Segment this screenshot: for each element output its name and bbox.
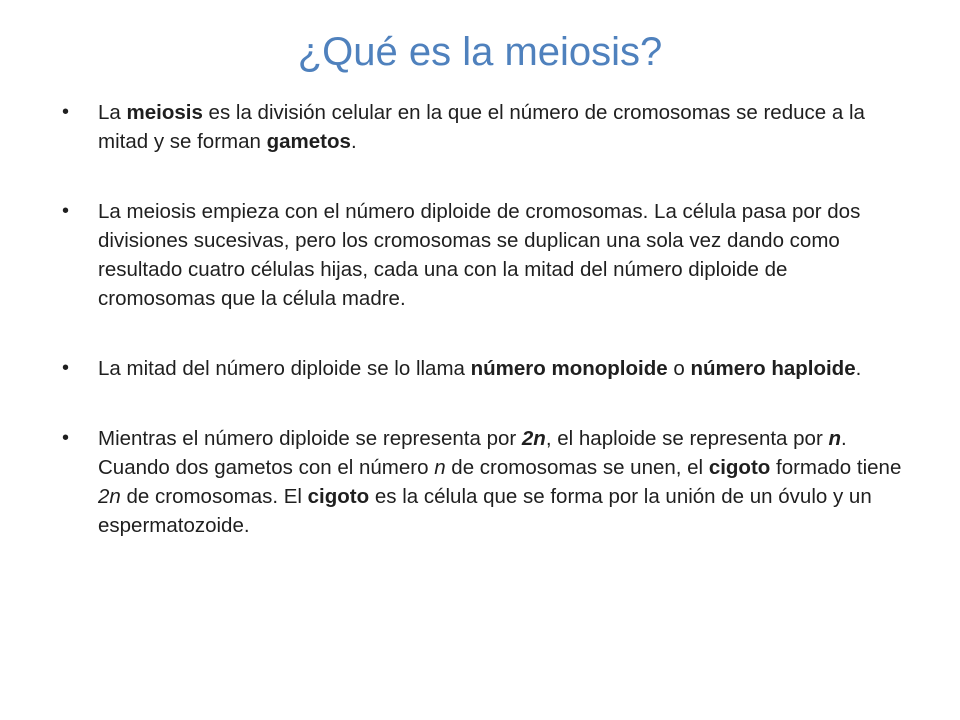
bullet-item-3 (60, 354, 910, 383)
bold-term: número haploide (690, 357, 856, 380)
bullet-list (60, 98, 910, 540)
bullet-dot-icon: • (62, 357, 70, 379)
bullet-text: es la célula que se forma por la unión de un óvulo y un espermatozoide. (98, 485, 872, 537)
bullet-text: formado tiene (770, 456, 902, 479)
bullet-item-4 (60, 424, 910, 540)
bullet-dot-icon: • (62, 200, 70, 222)
bullet-text: La (98, 101, 127, 124)
bullet-dot-icon: • (62, 101, 70, 123)
bold-term: gametos (266, 130, 351, 153)
slide-title: ¿Qué es la meiosis? (297, 30, 663, 74)
bullet-text: . (855, 357, 862, 380)
bullet-text: . (350, 130, 357, 153)
bold-term: número monoploide (470, 357, 668, 380)
bullet-item-1 (60, 98, 910, 156)
bullet-text: de cromosomas. El (120, 485, 308, 508)
bullet-text: o (667, 357, 691, 380)
formula-term: 2n (521, 427, 546, 450)
bullet-text: de cromosomas se unen, el (445, 456, 709, 479)
bold-term: cigoto (307, 485, 370, 508)
bullet-text: La mitad del número diploide se lo llama (98, 357, 471, 380)
bullet-text: La meiosis empieza con el número diploide de cromosomas. La célula pasa por dos divisiones sucesivas, pero los cromosomas se duplican una sola vez dando como resultado cuatro células hijas, cada una con la mitad del número diploide de cromosomas que la célula madre. (98, 200, 861, 310)
bullet-dot-icon: • (62, 427, 70, 449)
formula-term: n (434, 456, 446, 479)
formula-term: n (828, 427, 842, 450)
bullet-item-2 (60, 197, 910, 313)
bold-term: meiosis (126, 101, 203, 124)
bullet-text: Mientras el número diploide se representa por (98, 427, 522, 450)
bullet-text: es la división celular en la que el número de cromosomas se reduce a la mitad y se forman (98, 101, 865, 153)
bullet-text: . Cuando dos gametos con el número (98, 427, 847, 479)
bold-term: cigoto (708, 456, 771, 479)
bullet-text: , el haploide se representa por (545, 427, 829, 450)
formula-term: 2n (98, 485, 121, 508)
